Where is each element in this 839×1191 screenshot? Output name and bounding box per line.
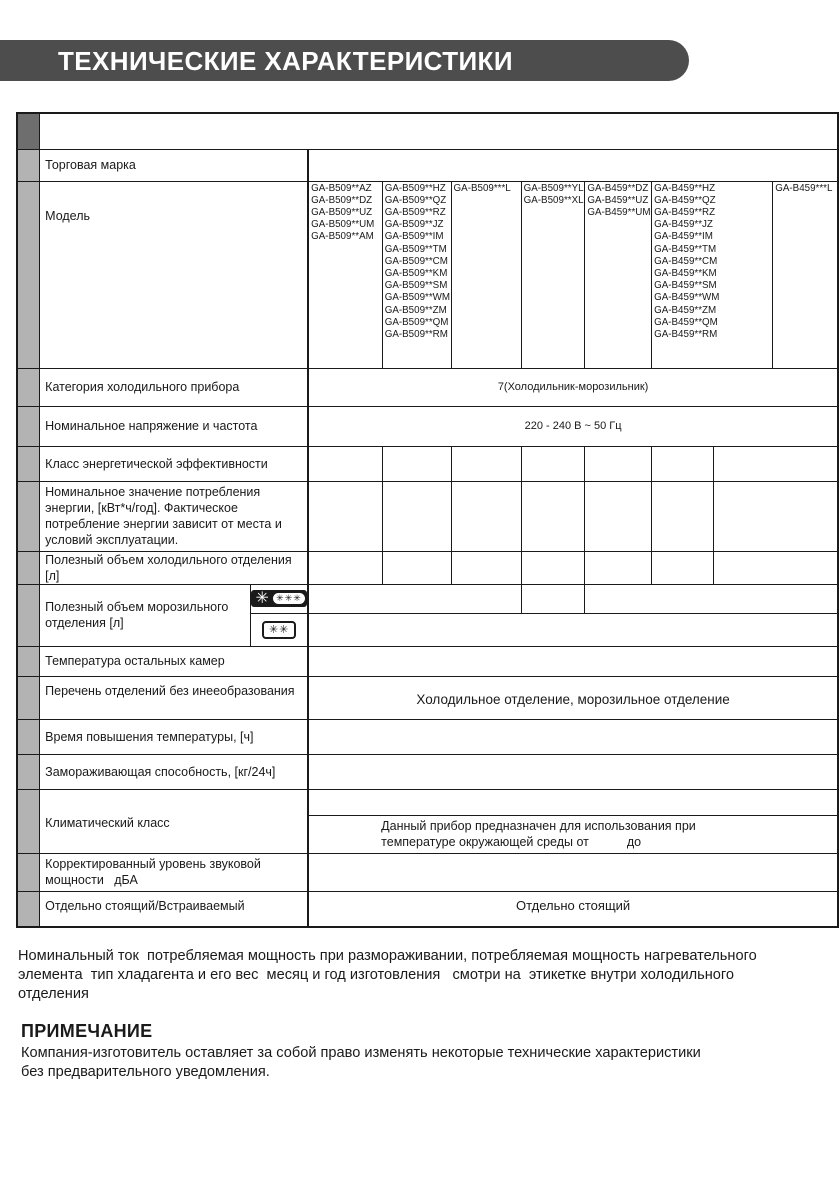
empty-cell — [521, 584, 585, 613]
model-code: GA-B509**WM — [384, 292, 451, 304]
model-code: GA-B509**TM — [384, 243, 447, 255]
note-text — [21, 1044, 811, 1082]
model-label: Модель — [40, 181, 309, 368]
noise-line: Корректированный уровень звуковой — [45, 857, 261, 871]
trade-mark-value — [308, 149, 838, 181]
model-code: GA-B509**ZM — [384, 304, 447, 316]
row-marker — [17, 789, 40, 853]
model-code: GA-B459**UZ — [587, 194, 649, 206]
consumption-line: условий эксплуатации. — [45, 533, 179, 547]
model-column-3 — [451, 181, 521, 368]
footnote-line: элемента тип хладагента и его вес месяц и год изготовления смотри на этикетке внутри холодильного — [18, 967, 735, 983]
empty-cell — [585, 551, 652, 584]
note-line: без предварительного уведомления. — [21, 1064, 270, 1080]
star-ratings — [251, 585, 307, 646]
empty-cell — [652, 481, 714, 551]
model-code: GA-B509**QM — [384, 316, 449, 328]
model-code: GA-B509**SM — [384, 280, 448, 292]
model-code: GA-B459**RZ — [654, 206, 716, 218]
empty-cell — [713, 446, 838, 481]
footnote — [18, 947, 818, 1004]
model-code: GA-B459**CM — [654, 255, 718, 267]
empty-cell — [308, 481, 382, 551]
row-fridge-volume — [17, 551, 838, 584]
empty-cell — [308, 613, 838, 646]
climate-note-line: Данный прибор предназначен для использования при — [381, 819, 696, 833]
model-code: GA-B509**KM — [384, 267, 448, 279]
consumption-line: Номинальное значение потребления — [45, 485, 261, 499]
row-marker — [17, 149, 40, 181]
model-code: GA-B509**CM — [384, 255, 448, 267]
freezing-label: Замораживающая способность, [кг/24ч] — [40, 754, 309, 789]
empty-cell — [585, 584, 838, 613]
noise-line: мощности дБА — [45, 873, 138, 887]
temp-rise-label: Время повышения температуры, [ч] — [40, 719, 309, 754]
model-code: GA-B459**HZ — [654, 182, 716, 194]
model-code: GA-B459**IM — [654, 231, 713, 243]
empty-cell — [382, 551, 451, 584]
model-code: GA-B459**DZ — [587, 182, 649, 194]
two-star-cell — [251, 614, 307, 646]
model-code: GA-B459**QM — [654, 316, 718, 328]
empty-cell — [308, 789, 838, 815]
empty-cell — [308, 446, 382, 481]
model-column-4 — [521, 181, 585, 368]
model-code: GA-B459**RM — [654, 328, 718, 340]
row-marker — [17, 891, 40, 927]
model-code: GA-B459**UM — [587, 206, 651, 218]
voltage-label: Номинальное напряжение и частота — [40, 406, 309, 446]
empty-cell — [451, 551, 521, 584]
energy-class-label: Класс энергетической эффективности — [40, 446, 309, 481]
row-marker — [17, 719, 40, 754]
header-row — [17, 113, 838, 149]
model-code: GA-B509**QZ — [384, 194, 447, 206]
model-code: GA-B509**XL — [523, 194, 584, 206]
row-trade-mark — [17, 149, 838, 181]
voltage-value: 220 - 240 В ~ 50 Гц — [308, 406, 838, 446]
empty-cell — [308, 584, 521, 613]
empty-cell — [308, 719, 838, 754]
consumption-line: потребление энергии зависит от места и — [45, 517, 282, 531]
row-marker — [17, 368, 40, 406]
freezer-volume-line: Полезный объем морозильного — [45, 600, 229, 614]
empty-cell — [308, 853, 838, 891]
row-other-temp — [17, 646, 838, 676]
empty-cell — [451, 446, 521, 481]
model-code: GA-B509**UM — [311, 219, 375, 231]
model-code: GA-B459**TM — [654, 243, 717, 255]
row-energy-class — [17, 446, 838, 481]
model-code: GA-B459**WM — [654, 292, 720, 304]
empty-cell — [308, 646, 838, 676]
two-star-icon: ✳✳ — [262, 621, 296, 639]
row-marker — [17, 754, 40, 789]
model-code: GA-B509**DZ — [311, 194, 373, 206]
note-line: Компания-изготовитель оставляет за собой право изменять некоторые технические характеристики — [21, 1045, 701, 1061]
corner-cell — [17, 113, 40, 149]
empty-cell — [652, 446, 714, 481]
footnote-line: отделения — [18, 986, 89, 1002]
climate-note-line — [381, 834, 837, 850]
model-code: GA-B509**YL — [523, 182, 584, 194]
model-column-7 — [773, 181, 838, 368]
climate-note — [308, 815, 838, 853]
climate-note-from: температуре окружающей среды от — [381, 835, 589, 849]
frost-free-label: Перечень отделений без инееобразования — [40, 676, 309, 719]
empty-cell — [382, 481, 451, 551]
model-code: GA-B459**KM — [654, 267, 717, 279]
fridge-volume-label: Полезный объем холодильного отделения [л] — [40, 551, 309, 584]
model-code: GA-B509**JZ — [384, 219, 444, 231]
row-freezing — [17, 754, 838, 789]
empty-cell — [585, 481, 652, 551]
model-code: GA-B459**SM — [654, 280, 717, 292]
four-star-icon — [251, 590, 307, 607]
empty-cell — [585, 446, 652, 481]
freezer-volume-label — [40, 585, 251, 646]
row-freezer-volume-four-star — [17, 584, 838, 613]
install-label: Отдельно стоящий/Встраиваемый — [40, 891, 309, 927]
model-code: GA-B459***L — [775, 182, 833, 194]
row-marker — [17, 853, 40, 891]
freezer-volume-cell — [40, 584, 309, 646]
row-consumption — [17, 481, 838, 551]
category-label: Категория холодильного прибора — [40, 368, 309, 406]
category-value: 7(Холодильник-морозильник) — [308, 368, 838, 406]
climate-label: Климатический класс — [40, 789, 309, 853]
empty-cell — [521, 481, 585, 551]
noise-label — [40, 853, 309, 891]
empty-cell — [713, 551, 838, 584]
model-column-6 — [652, 181, 773, 368]
row-install — [17, 891, 838, 927]
row-noise — [17, 853, 838, 891]
row-model — [17, 181, 838, 368]
header-cell — [40, 113, 838, 149]
empty-cell — [652, 551, 714, 584]
model-column-5 — [585, 181, 652, 368]
model-code: GA-B459**ZM — [654, 304, 717, 316]
empty-cell — [308, 551, 382, 584]
model-code: GA-B509**HZ — [384, 182, 446, 194]
install-value: Отдельно стоящий — [308, 891, 838, 927]
row-frost-free — [17, 676, 838, 719]
freezer-volume-line: отделения [л] — [45, 616, 124, 630]
snowflake-icon: ✳ — [255, 590, 269, 607]
model-column-1 — [308, 181, 382, 368]
row-marker — [17, 406, 40, 446]
empty-cell — [713, 481, 838, 551]
row-marker — [17, 446, 40, 481]
model-code: GA-B509***L — [453, 182, 511, 194]
spec-table — [16, 112, 839, 928]
empty-cell — [521, 551, 585, 584]
model-code: GA-B509**AM — [311, 231, 374, 243]
model-code: GA-B459**QZ — [654, 194, 716, 206]
row-marker — [17, 181, 40, 368]
model-code: GA-B509**IM — [384, 231, 444, 243]
row-marker — [17, 551, 40, 584]
trade-mark-label: Торговая марка — [40, 149, 309, 181]
row-voltage — [17, 406, 838, 446]
row-marker — [17, 676, 40, 719]
row-marker — [17, 481, 40, 551]
consumption-label — [40, 481, 309, 551]
empty-cell — [382, 446, 451, 481]
consumption-line: энергии, [кВт*ч/год]. Фактическое — [45, 501, 238, 515]
empty-cell — [451, 481, 521, 551]
four-star-cell — [251, 585, 307, 614]
empty-cell — [308, 754, 838, 789]
row-category — [17, 368, 838, 406]
row-climate — [17, 789, 838, 815]
three-star-icon: ✳✳✳ — [273, 593, 305, 604]
model-code: GA-B509**RZ — [384, 206, 446, 218]
model-column-2 — [382, 181, 451, 368]
frost-free-value: Холодильное отделение, морозильное отделение — [308, 676, 838, 719]
model-code: GA-B459**JZ — [654, 219, 713, 231]
model-code: GA-B509**UZ — [311, 206, 373, 218]
empty-cell — [521, 446, 585, 481]
footnote-line: Номинальный ток потребляемая мощность при размораживании, потребляемая мощность нагревательного — [18, 948, 757, 964]
climate-note-to: до — [626, 835, 642, 849]
row-marker — [17, 584, 40, 646]
model-code: GA-B509**RM — [384, 328, 448, 340]
page-title: ТЕХНИЧЕСКИЕ ХАРАКТЕРИСТИКИ — [58, 46, 513, 76]
title-banner — [0, 40, 689, 81]
row-temp-rise — [17, 719, 838, 754]
model-code: GA-B509**AZ — [311, 182, 372, 194]
other-temp-label: Температура остальных камер — [40, 646, 309, 676]
note-heading: ПРИМЕЧАНИЕ — [21, 1021, 153, 1041]
row-marker — [17, 646, 40, 676]
